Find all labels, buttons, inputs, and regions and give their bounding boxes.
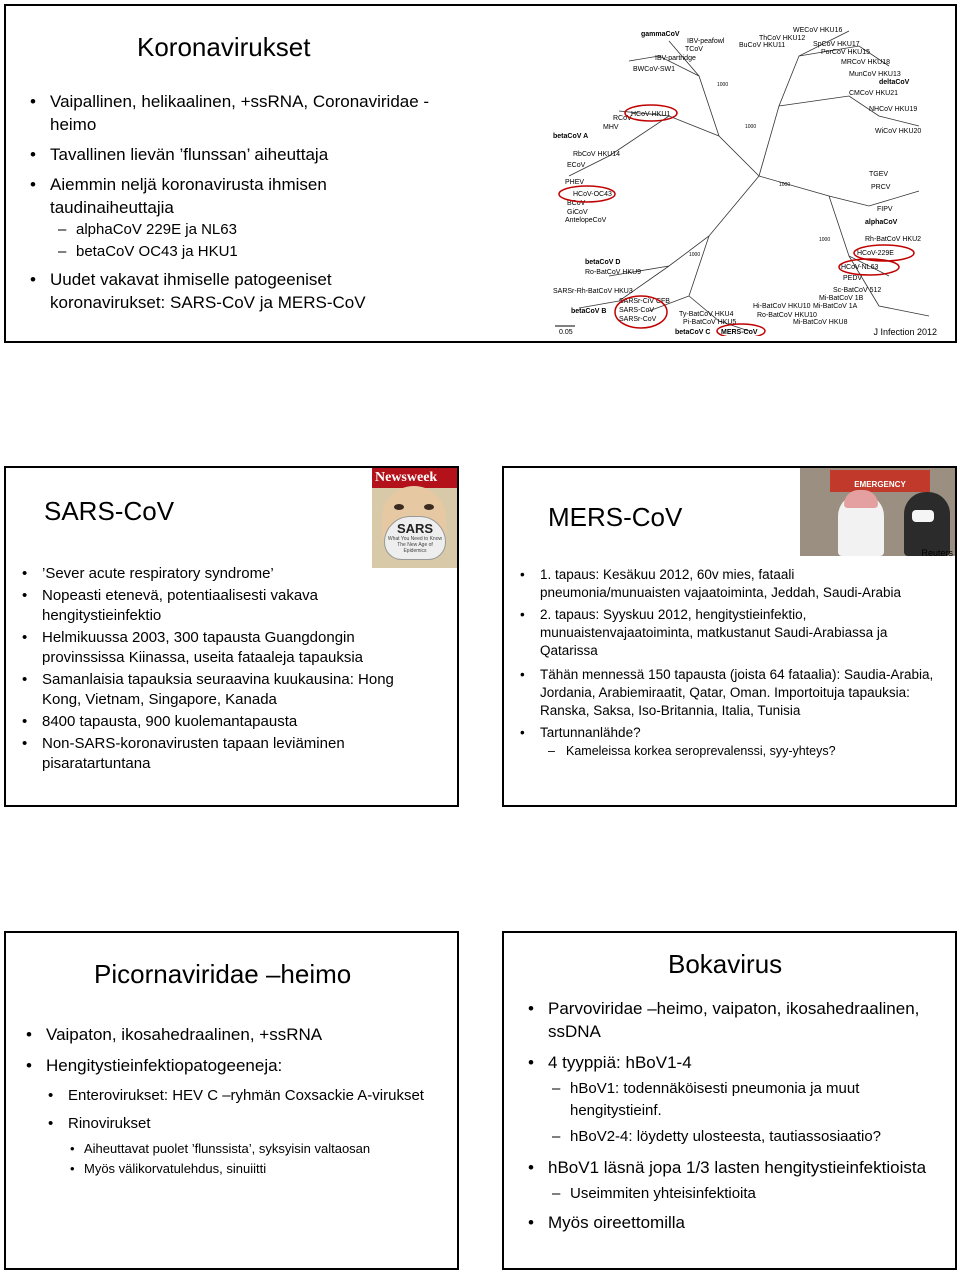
photo-credit: Reuters [921,548,953,558]
tree-label: MHV [603,124,619,131]
tree-label: TCoV [685,46,703,53]
image-credit: J Infection 2012 [873,327,937,337]
tree-bootstrap: 1000 [689,252,701,258]
sub-bullet-item: • Enterovirukset: HEV C –ryhmän Coxsackie A-virukset [46,1085,444,1107]
tree-label: HCoV-229E [857,250,894,257]
sub-bullet-item: – Kameleissa korkea seroprevalenssi, syy-yhteys? [548,742,938,760]
tree-label: GiCoV [567,209,588,216]
bullet-item: • Non-SARS-koronavirusten tapaan leviäminen pisaratartuntana [20,734,430,774]
tree-bootstrap: 1000 [819,237,831,243]
bullet-item: • Vaipallinen, helikaalinen, +ssRNA, Coronaviridae -heimo [28,90,448,136]
bullet-item: • Myös oireettomilla [526,1211,946,1234]
cover-tagline: What You Need to Know [387,536,443,542]
bullet-item: • Nopeasti etenevä, potentiaalisesti vakava hengitystieinfektio [20,586,430,626]
tree-label: FIPV [877,206,893,213]
tree-label: HCoV-NL63 [841,264,879,271]
slide-title: Bokavirus [668,949,783,979]
tree-label: RCoV [613,115,632,122]
cover-tagline: The New Age of Epidemics [397,542,433,554]
face-mask [912,510,934,522]
tree-label: PHEV [565,179,585,186]
tree-label: betaCoV D [585,259,621,266]
tree-label: SARS-CoV [619,307,655,314]
bullet-item: • Hengitystieinfektiopatogeeneja: [24,1054,444,1077]
newsweek-cover [372,468,457,568]
tree-label: CMCoV HKU21 [849,90,899,97]
tree-label: Mi-BatCoV HKU8 [793,319,848,326]
third-level-item: • Myös välikorvatulehdus, sinuiitti [66,1159,444,1179]
tree-label: HCoV-HKU1 [631,111,671,118]
bullet-item: • Tähän mennessä 150 tapausta (joista 64 fataalia): Saudia-Arabia, Jordania, Arabiemiraatit, Qatar, Oman. Importoituja tapauksia: Ranska, Saksa, Iso-Britannia, Italia, Tunisia [518,666,938,720]
slide-mers-cov [502,466,957,807]
tree-label: PEDV [843,275,863,282]
tree-label: ThCoV HKU12 [759,35,806,42]
tree-label: HCoV-OC43 [573,191,612,198]
tree-label: BWCoV-SW1 [633,66,676,73]
slide-title: Picornaviridae –heimo [94,959,352,989]
bullet-item: • 1. tapaus: Kesäkuu 2012, 60v mies, fataali pneumonia/munuaisten vajaatoiminta, Jeddah, Saudi-Arabia [518,566,938,602]
tree-label: PorCoV HKU15 [821,49,871,56]
bullet-list [526,997,946,1234]
tree-label: Hi-BatCoV HKU10 [753,303,811,310]
bullet-item: • ’Sever acute respiratory syndrome’ [20,564,430,584]
sub-bullet-item: – betaCoV OC43 ja HKU1 [58,241,448,263]
tree-label: Mi-BatCoV 1B [819,295,864,302]
bullet-item: • 4 tyyppiä: hBoV1-4 [526,1051,946,1074]
slide-title: SARS-CoV [44,496,175,526]
tree-label: betaCoV C [675,329,711,336]
cover-masthead: Newsweek [372,468,457,488]
bullet-item: • Vaipaton, ikosahedraalinen, +ssRNA [24,1023,444,1046]
cover-mask [384,516,446,560]
tree-label: MRCoV HKU18 [841,59,891,66]
bullet-list [518,566,938,760]
tree-label: BCoV [567,200,586,207]
slide-title: Koronavirukset [137,32,311,62]
tree-label: MERS-CoV [721,329,758,336]
slide-bokavirus [502,931,957,1270]
sub-bullet-item: – hBoV2-4: löydetty ulosteesta, tautiassosiaatio? [552,1126,946,1148]
sub-bullet-item: – alphaCoV 229E ja NL63 [58,219,448,241]
tree-label: ECoV [567,162,586,169]
tree-label: Ro-BatCoV HKU10 [757,312,817,319]
tree-label: MunCoV HKU13 [849,71,901,78]
tree-label: BuCoV HKU11 [739,42,786,49]
tree-label: Ro-BatCoV HKU9 [585,269,642,276]
bullet-list [24,1023,444,1179]
emergency-sign: EMERGENCY [830,470,930,492]
tree-label: Sc-BatCoV 512 [833,287,882,294]
tree-label: Ty-BatCoV HKU4 [679,311,734,318]
bullet-item: • Samanlaisia tapauksia seuraavina kuukausina: Hong Kong, Vietnam, Singapore, Kanada [20,670,430,710]
bullet-item: • Uudet vakavat ihmiselle patogeeniset koronavirukset: SARS-CoV ja MERS-CoV [28,268,448,314]
tree-label: betaCoV B [571,308,607,315]
tree-label: RbCoV HKU14 [573,151,621,158]
bullet-item: • hBoV1 läsnä jopa 1/3 lasten hengitystieinfektioista [526,1156,946,1179]
scale-label: 0.05 [559,329,573,336]
tree-label: Rh-BatCoV HKU2 [865,236,922,243]
bullet-item: • Tartunnanlähde? [518,724,938,742]
tree-label: deltaCoV [879,79,910,86]
tree-label: Mi-BatCoV 1A [813,303,858,310]
sub-bullet-item: – hBoV1: todennäköisesti pneumonia ja muut hengitystieinf. [552,1078,946,1122]
tree-label: alphaCoV [865,219,898,226]
tree-label: betaCoV A [553,133,589,140]
tree-label: SpCoV HKU17 [813,41,860,48]
tree-label: PRCV [871,184,891,191]
bullet-item: • 8400 tapausta, 900 kuolemantapausta [20,712,430,732]
bullet-item: • Aiemmin neljä koronavirusta ihmisen taudinaiheuttajia [28,173,448,219]
slide-koronavirukset [4,4,957,343]
tree-label: WiCoV HKU20 [875,128,922,135]
tree-bootstrap: 1000 [745,124,757,130]
slide-sars-cov [4,466,459,807]
slide-picornaviridae [4,931,459,1270]
news-photo [800,468,957,556]
tree-bootstrap: 1000 [717,82,729,88]
tree-label: TGEV [869,171,889,178]
sub-bullet-item: • Rinovirukset [46,1113,444,1135]
tree-label: Pi-BatCoV HKU5 [683,319,737,326]
tree-label: SARSr-CoV [619,316,657,323]
cover-eyes [394,504,434,510]
bullet-item: • Helmikuussa 2003, 300 tapausta Guangdongin provinssissa Kiinassa, useita fataaleja tapauksia [20,628,430,668]
tree-labels [553,27,921,336]
person-left-headscarf [844,490,878,508]
tree-label: SARSr-Rh-BatCoV HKU3 [553,288,633,295]
cover-headline: SARS [396,521,434,536]
tree-label: AntelopeCoV [565,217,607,224]
bullet-list [28,90,448,314]
tree-bootstrap: 1000 [779,182,791,188]
sub-bullet-item: – Useimmiten yhteisinfektioita [552,1183,946,1205]
tree-label: NHCoV HKU19 [869,106,918,113]
bullet-list [20,564,430,774]
tree-label: WECoV HKU16 [793,27,843,34]
phylogenetic-tree-figure [549,16,954,336]
person-right [904,492,950,556]
tree-label: IBV-peafowl [687,38,725,45]
third-level-item: • Aiheuttavat puolet ’flunssista’, syksyisin valtaosan [66,1139,444,1159]
bullet-item: • Tavallinen lievän ’flunssan’ aiheuttaja [28,143,448,166]
bullet-item: • 2. tapaus: Syyskuu 2012, hengitystieinfektio, munuaistenvajaatoiminta, matkustanut Saudi-Arabiassa ja Qatarissa [518,606,938,660]
tree-label: gammaCoV [641,31,680,38]
tree-label: IBV-partridge [655,55,696,62]
tree-label: SARSr-CiV CFB [619,298,670,305]
slide-title: MERS-CoV [548,502,683,532]
bullet-item: • Parvoviridae –heimo, vaipaton, ikosahedraalinen, ssDNA [526,997,946,1043]
